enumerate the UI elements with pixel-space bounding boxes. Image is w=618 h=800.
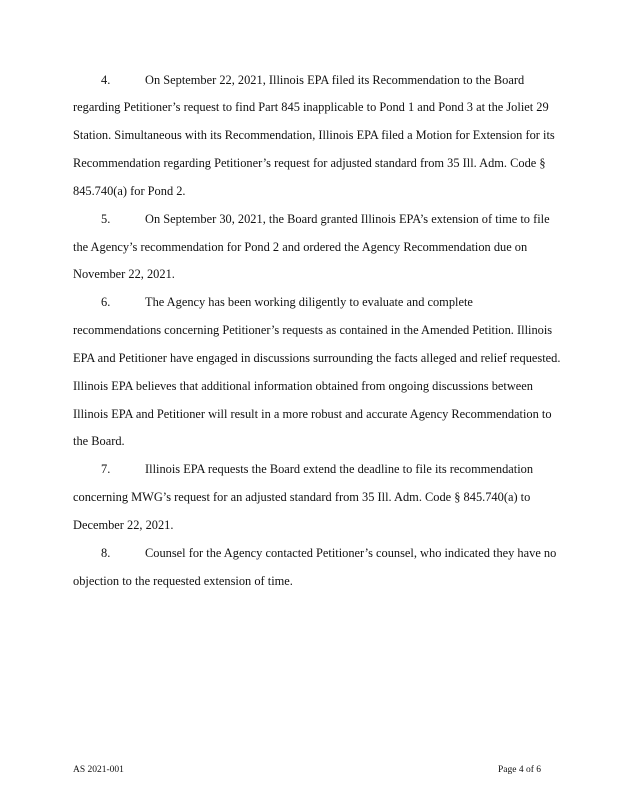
paragraph-line: EPA and Petitioner have engaged in discussions surrounding the facts alleged and relief requested. <box>73 351 561 365</box>
paragraph-line: December 22, 2021. <box>73 518 174 532</box>
paragraph-line: November 22, 2021. <box>73 267 175 281</box>
paragraph-line: Illinois EPA believes that additional information obtained from ongoing discussions between <box>73 379 533 393</box>
paragraph-number: 8. <box>101 546 111 560</box>
paragraph-line: On September 22, 2021, Illinois EPA filed its Recommendation to the Board <box>145 73 525 87</box>
paragraph-number: 5. <box>101 212 111 226</box>
paragraph-line: the Agency’s recommendation for Pond 2 and ordered the Agency Recommendation due on <box>73 240 528 254</box>
paragraph-number: 6. <box>101 295 111 309</box>
paragraph-line: concerning MWG’s request for an adjusted standard from 35 Ill. Adm. Code § 845.740(a) to <box>73 490 531 504</box>
footer-page-number: Page 4 of 6 <box>498 765 542 775</box>
paragraph-line: The Agency has been working diligently to evaluate and complete <box>145 295 473 309</box>
paragraph-line: On September 30, 2021, the Board granted Illinois EPA’s extension of time to file <box>145 212 550 226</box>
paragraph-line: regarding Petitioner’s request to find Part 845 inapplicable to Pond 1 and Pond 3 at the Joliet 29 <box>73 100 549 114</box>
paragraph-number: 4. <box>101 73 111 87</box>
footer-case-number: AS 2021-001 <box>73 765 124 775</box>
paragraph-line: Illinois EPA and Petitioner will result in a more robust and accurate Agency Recommendation to <box>73 407 552 421</box>
paragraph-line: Station. Simultaneous with its Recommendation, Illinois EPA filed a Motion for Extension for its <box>73 128 555 142</box>
paragraph-line: Counsel for the Agency contacted Petitioner’s counsel, who indicated they have no <box>145 546 557 560</box>
paragraph-line: objection to the requested extension of time. <box>73 574 293 588</box>
paragraph-line: recommendations concerning Petitioner’s requests as contained in the Amended Petition. Illinois <box>73 323 553 337</box>
paragraph-line: the Board. <box>73 434 125 448</box>
paragraph-number: 7. <box>101 462 111 476</box>
paragraph-line: Recommendation regarding Petitioner’s request for adjusted standard from 35 Ill. Adm. Code § <box>73 156 546 170</box>
paragraph-line: Illinois EPA requests the Board extend the deadline to file its recommendation <box>145 462 534 476</box>
paragraph-line: 845.740(a) for Pond 2. <box>73 184 186 198</box>
